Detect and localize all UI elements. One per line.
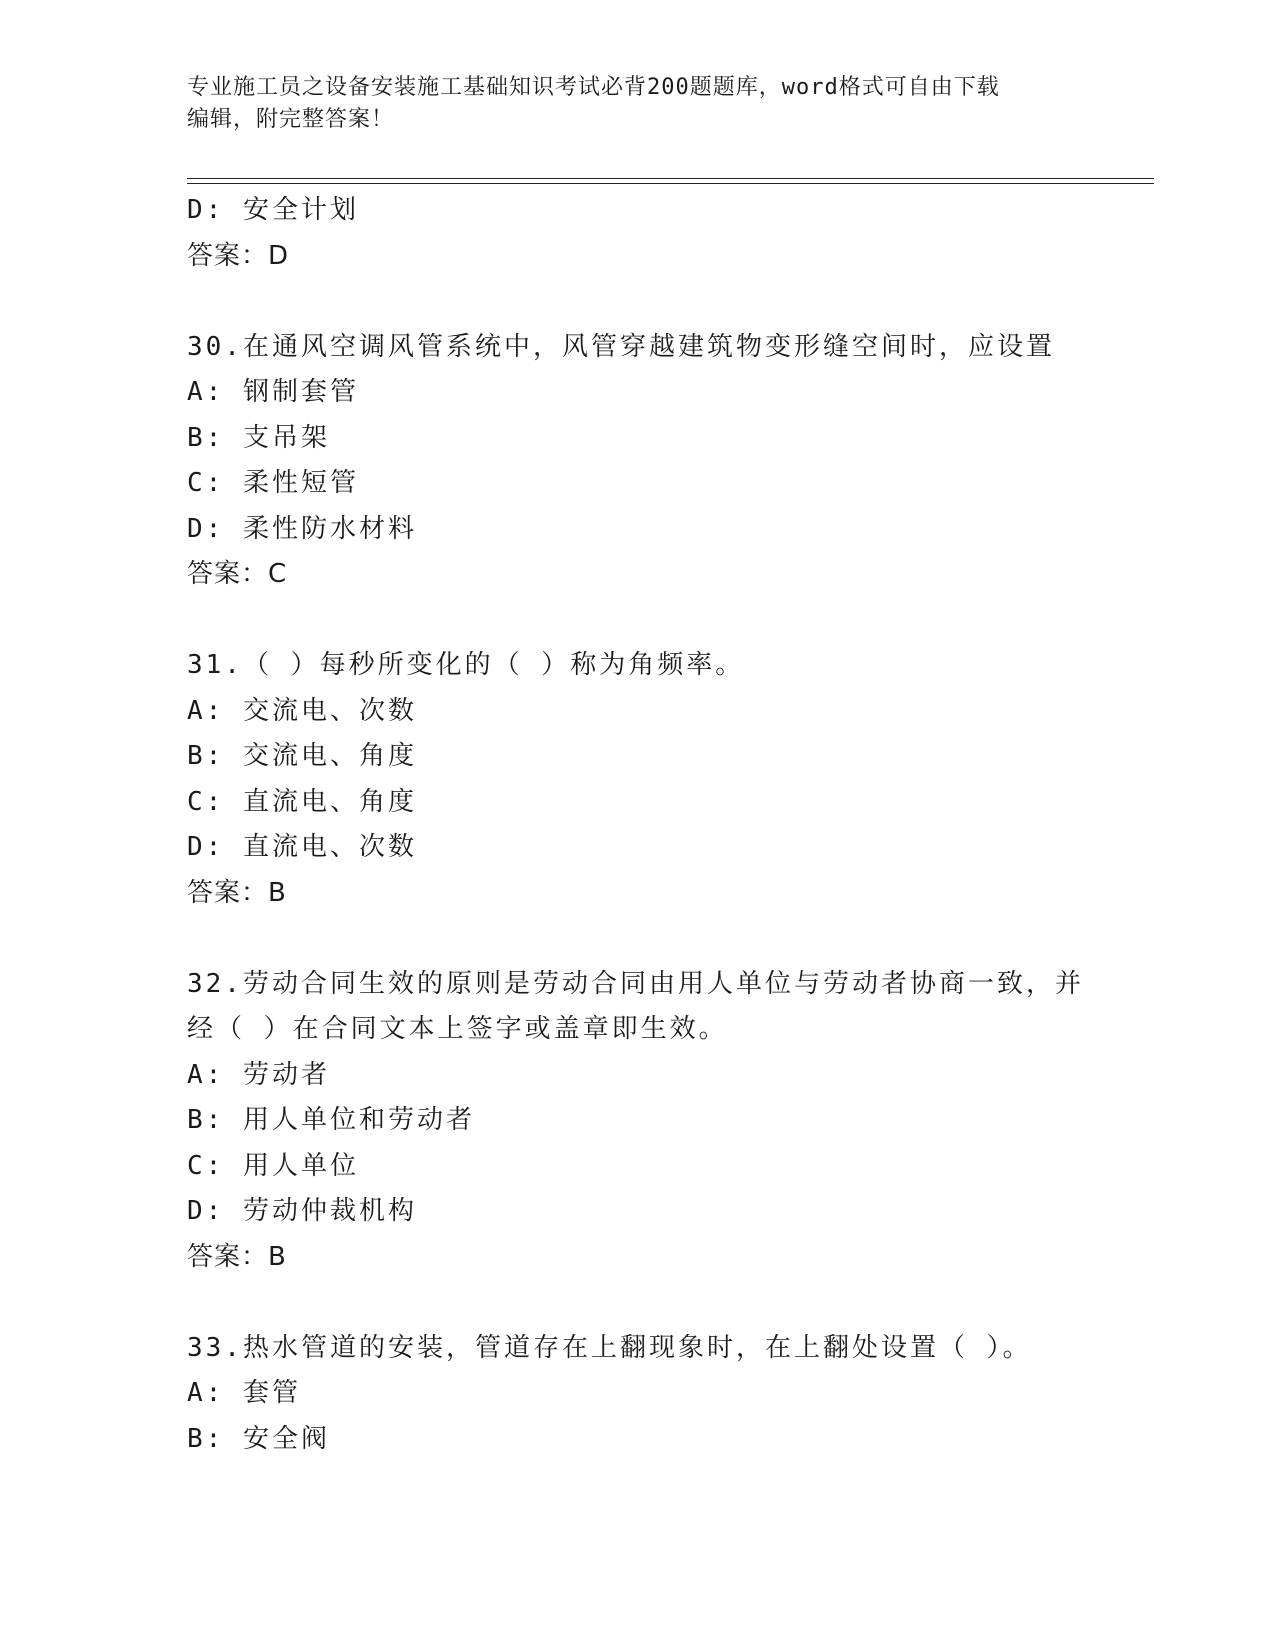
option-a: A: 套管 <box>187 1378 301 1408</box>
question-stem-line-1: 32.劳动合同生效的原则是劳动合同由用人单位与劳动者协商一致，并 <box>187 968 1084 999</box>
answer-line: 答案：B <box>187 1241 287 1272</box>
option-d: D: 安全计划 <box>187 195 359 225</box>
header-title-line-2: 编辑，附完整答案！ <box>187 107 395 132</box>
spacer <box>187 916 1087 962</box>
spacer <box>187 279 1087 325</box>
option-c: C: 用人单位 <box>187 1150 359 1181</box>
question-stem: 31.（ ）每秒所变化的（ ）称为角频率。 <box>187 650 745 680</box>
question-block-31 <box>187 643 1087 916</box>
question-stem: 33.热水管道的安装，管道存在上翻现象时，在上翻处设置（ ）。 <box>187 1332 1032 1363</box>
question-block-30 <box>187 325 1087 598</box>
answer-line: 答案：D <box>187 240 290 271</box>
option-d: D: 柔性防水材料 <box>187 513 417 544</box>
option-a: A: 劳动者 <box>187 1059 330 1090</box>
option-b: B: 安全阀 <box>187 1423 330 1454</box>
question-stem-line-2: 经（ ）在合同文本上签字或盖章即生效。 <box>187 1014 728 1044</box>
option-c: C: 柔性短管 <box>187 468 359 498</box>
option-d: D: 劳动仲裁机构 <box>187 1196 417 1226</box>
option-a: A: 钢制套管 <box>187 377 359 407</box>
spacer <box>187 598 1087 644</box>
answer-line: 答案：C <box>187 559 288 589</box>
header-title-line-1: 专业施工员之设备安装施工基础知识考试必背200题题库，word格式可自由下载 <box>187 75 1000 100</box>
option-d: D: 直流电、次数 <box>187 832 417 862</box>
option-c: C: 直流电、角度 <box>187 786 417 817</box>
option-b: B: 支吊架 <box>187 422 330 453</box>
question-list <box>187 188 1087 1462</box>
question-block-32 <box>187 962 1087 1281</box>
option-b: B: 交流电、角度 <box>187 741 417 771</box>
header-divider-bottom <box>187 183 1154 184</box>
question-block-29-tail <box>187 188 1087 279</box>
option-a: A: 交流电、次数 <box>187 695 417 726</box>
question-stem: 30.在通风空调风管系统中，风管穿越建筑物变形缝空间时，应设置 <box>187 331 1055 362</box>
option-b: B: 用人单位和劳动者 <box>187 1105 475 1135</box>
document-header <box>187 72 1067 136</box>
answer-line: 答案：B <box>187 877 287 908</box>
header-divider-top <box>187 178 1154 179</box>
question-block-33 <box>187 1326 1087 1463</box>
spacer <box>187 1280 1087 1326</box>
